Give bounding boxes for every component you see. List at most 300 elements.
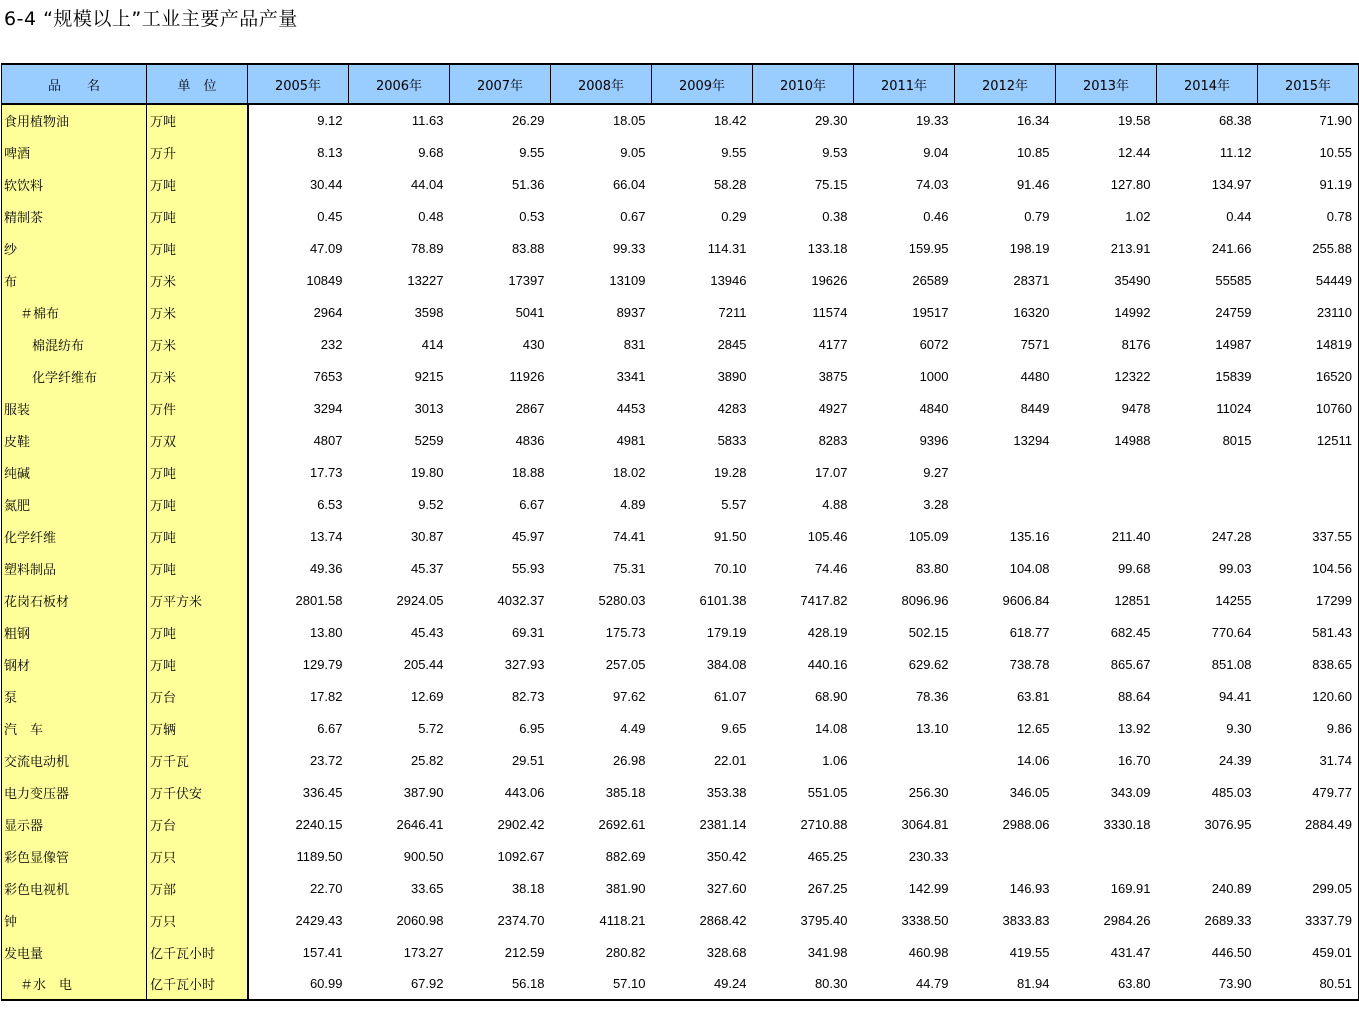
- value-cell: 10.85: [1016, 144, 1050, 160]
- header-year: 2008年: [551, 64, 652, 104]
- value-cell: 0.79: [1024, 208, 1050, 224]
- value-cell: 384.08: [706, 656, 747, 672]
- table-row: [2, 872, 1359, 904]
- value-cell: 0.38: [822, 208, 848, 224]
- product-name-cell: 彩色电视机: [2, 872, 147, 904]
- value-cell: 67.92: [349, 968, 450, 1000]
- value-cell: 17.07: [814, 464, 848, 480]
- value-cell: 2845: [717, 336, 747, 352]
- value-cell: 74.03: [915, 176, 949, 192]
- value-cell: 240.89: [1211, 880, 1252, 896]
- value-cell: 350.42: [706, 848, 747, 864]
- table-row: [2, 200, 1359, 232]
- value-cell: 78.36: [915, 688, 949, 704]
- product-name-cell: 粗钢: [2, 616, 147, 648]
- product-name-cell: 皮鞋: [2, 424, 147, 456]
- value-cell: 18.02: [612, 464, 646, 480]
- value-cell: 247.28: [1211, 528, 1252, 544]
- value-cell: 682.45: [1110, 624, 1151, 640]
- value-cell: 256.30: [908, 784, 949, 800]
- value-cell: 8096.96: [901, 592, 949, 608]
- value-cell: 45.97: [511, 528, 545, 544]
- value-cell: 3076.95: [1204, 816, 1252, 832]
- value-cell: 0.67: [620, 208, 646, 224]
- value-cell: 446.50: [1211, 944, 1252, 960]
- product-name-cell: 软饮料: [2, 168, 147, 200]
- header-year: 2009年: [652, 64, 753, 104]
- value-cell: 74.46: [814, 560, 848, 576]
- value-cell: 169.91: [1110, 880, 1151, 896]
- value-cell: 328.68: [706, 944, 747, 960]
- value-cell: 327.93: [504, 656, 545, 672]
- header-year: 2010年: [753, 64, 854, 104]
- value-cell: 8015: [1222, 432, 1252, 448]
- value-cell: 55.93: [511, 560, 545, 576]
- value-cell: 13.92: [1117, 720, 1151, 736]
- value-cell: 104.56: [1258, 552, 1359, 584]
- value-cell: 33.65: [410, 880, 444, 896]
- value-cell: 91.50: [713, 528, 747, 544]
- value-cell: 3795.40: [800, 912, 848, 928]
- value-cell: 770.64: [1211, 624, 1252, 640]
- table-row: [2, 168, 1359, 200]
- product-name-cell: 化学纤维布: [2, 360, 147, 392]
- value-cell: 157.41: [302, 944, 343, 960]
- value-cell: 6.67: [317, 720, 343, 736]
- value-cell: 30.44: [309, 176, 343, 192]
- product-name-cell: 泵: [2, 680, 147, 712]
- product-name-cell: 交流电动机: [2, 744, 147, 776]
- value-cell: 12322: [1114, 368, 1151, 384]
- value-cell: 4.49: [620, 720, 646, 736]
- value-cell: 2689.33: [1204, 912, 1252, 928]
- table-row: [2, 680, 1359, 712]
- product-name-cell: 纯碱: [2, 456, 147, 488]
- value-cell: 387.90: [403, 784, 444, 800]
- value-cell: 23110: [1258, 296, 1359, 328]
- value-cell: 175.73: [605, 624, 646, 640]
- value-cell: 73.90: [1157, 968, 1258, 1000]
- product-name-cell: 彩色显像管: [2, 840, 147, 872]
- value-cell: 60.99: [248, 968, 349, 1000]
- value-cell: 4807: [313, 432, 343, 448]
- value-cell: 4480: [1020, 368, 1050, 384]
- value-cell: 12.69: [410, 688, 444, 704]
- value-cell: 17299: [1258, 584, 1359, 616]
- table-row: [2, 232, 1359, 264]
- product-name-cell: 布: [2, 264, 147, 296]
- value-cell: 353.38: [706, 784, 747, 800]
- value-cell: 299.05: [1258, 872, 1359, 904]
- value-cell: 49.24: [652, 968, 753, 1000]
- value-cell: 2964: [313, 304, 343, 320]
- value-cell: 15839: [1215, 368, 1252, 384]
- value-cell: 14819: [1258, 328, 1359, 360]
- value-cell: 9.55: [519, 144, 545, 160]
- product-name-cell: 精制茶: [2, 200, 147, 232]
- value-cell: 2884.49: [1258, 808, 1359, 840]
- value-cell: 479.77: [1258, 776, 1359, 808]
- value-cell: 7653: [313, 368, 343, 384]
- header-year: 2013年: [1056, 64, 1157, 104]
- value-cell: 29.30: [814, 113, 848, 128]
- unit-cell: 万吨: [147, 616, 248, 648]
- unit-cell: 万部: [147, 872, 248, 904]
- value-cell: 97.62: [612, 688, 646, 704]
- unit-cell: 万吨: [147, 232, 248, 264]
- product-name-cell: 电力变压器: [2, 776, 147, 808]
- value-cell: 54449: [1258, 264, 1359, 296]
- value-cell: 11.12: [1219, 144, 1252, 160]
- product-name-cell: 纱: [2, 232, 147, 264]
- value-cell: 502.15: [908, 624, 949, 640]
- value-cell: 2868.42: [699, 912, 747, 928]
- value-cell: 4981: [616, 432, 646, 448]
- table-row: [2, 360, 1359, 392]
- value-cell: 3294: [313, 400, 343, 416]
- value-cell: 12511: [1258, 424, 1359, 456]
- table-row: [2, 104, 1359, 136]
- value-cell: 45.37: [410, 560, 444, 576]
- value-cell: 3337.79: [1258, 904, 1359, 936]
- value-cell: 14.08: [814, 720, 848, 736]
- value-cell: 2988.06: [1002, 816, 1050, 832]
- value-cell: [1157, 488, 1258, 520]
- value-cell: 865.67: [1110, 656, 1151, 672]
- unit-cell: 万米: [147, 328, 248, 360]
- value-cell: 83.88: [511, 240, 545, 256]
- table-row: [2, 648, 1359, 680]
- value-cell: 2710.88: [800, 816, 848, 832]
- value-cell: 4.88: [822, 496, 848, 512]
- value-cell: 9.04: [923, 144, 949, 160]
- value-cell: 35490: [1114, 272, 1151, 288]
- value-cell: 70.10: [713, 560, 747, 576]
- value-cell: 104.08: [1009, 560, 1050, 576]
- value-cell: [955, 840, 1056, 872]
- header-name: 品 名: [2, 64, 147, 104]
- product-name-cell: 花岗石板材: [2, 584, 147, 616]
- value-cell: 55585: [1215, 272, 1252, 288]
- value-cell: 3064.81: [901, 816, 949, 832]
- product-name-cell: 氮肥: [2, 488, 147, 520]
- value-cell: [1258, 456, 1359, 488]
- value-cell: 26.29: [511, 113, 545, 128]
- value-cell: 18.05: [612, 113, 646, 128]
- value-cell: [1157, 456, 1258, 488]
- value-cell: 3598: [414, 304, 444, 320]
- value-cell: 618.77: [1009, 624, 1050, 640]
- value-cell: 9.05: [620, 144, 646, 160]
- product-name-cell: ＃水 电: [2, 968, 147, 1000]
- value-cell: 3013: [414, 400, 444, 416]
- value-cell: 68.90: [814, 688, 848, 704]
- value-cell: 2060.98: [396, 912, 444, 928]
- value-cell: 91.19: [1258, 168, 1359, 200]
- value-cell: 6.67: [519, 496, 545, 512]
- value-cell: 5.57: [721, 496, 747, 512]
- value-cell: 45.43: [410, 624, 444, 640]
- value-cell: 2374.70: [497, 912, 545, 928]
- value-cell: 99.68: [1117, 560, 1151, 576]
- header-year: 2014年: [1157, 64, 1258, 104]
- header-year: 2015年: [1258, 64, 1359, 104]
- product-name-cell: 棉混纺布: [2, 328, 147, 360]
- value-cell: 257.05: [605, 656, 646, 672]
- value-cell: 120.60: [1258, 680, 1359, 712]
- table-row: [2, 840, 1359, 872]
- product-name-cell: 啤酒: [2, 136, 147, 168]
- unit-cell: 万吨: [147, 168, 248, 200]
- value-cell: 4032.37: [497, 592, 545, 608]
- value-cell: 28371: [1013, 272, 1050, 288]
- value-cell: 882.69: [605, 848, 646, 864]
- value-cell: 23.72: [309, 752, 343, 768]
- value-cell: 94.41: [1218, 688, 1252, 704]
- unit-cell: 万双: [147, 424, 248, 456]
- value-cell: 428.19: [807, 624, 848, 640]
- header-year: 2006年: [349, 64, 450, 104]
- value-cell: 4118.21: [599, 912, 646, 928]
- value-cell: [1056, 488, 1157, 520]
- value-cell: 2646.41: [396, 816, 444, 832]
- value-cell: 25.82: [410, 752, 444, 768]
- value-cell: 6072: [919, 336, 949, 352]
- value-cell: 430: [522, 336, 545, 352]
- value-cell: 63.81: [1016, 688, 1050, 704]
- unit-cell: 万吨: [147, 456, 248, 488]
- product-name-cell: 食用植物油: [2, 104, 147, 136]
- value-cell: 75.31: [612, 560, 646, 576]
- value-cell: 0.29: [721, 208, 747, 224]
- value-cell: 179.19: [706, 624, 747, 640]
- value-cell: 4927: [818, 400, 848, 416]
- value-cell: 851.08: [1211, 656, 1252, 672]
- value-cell: 99.03: [1218, 560, 1252, 576]
- value-cell: 551.05: [807, 784, 848, 800]
- value-cell: 232: [320, 336, 343, 352]
- unit-cell: 万米: [147, 360, 248, 392]
- value-cell: 1.06: [822, 752, 848, 768]
- value-cell: 831: [623, 336, 646, 352]
- value-cell: 9.65: [721, 720, 747, 736]
- table-row: [2, 904, 1359, 936]
- value-cell: 9215: [414, 368, 444, 384]
- value-cell: 3875: [818, 368, 848, 384]
- value-cell: 19.80: [410, 464, 444, 480]
- value-cell: 12.65: [1016, 720, 1050, 736]
- value-cell: 0.46: [923, 208, 949, 224]
- table-row: [2, 584, 1359, 616]
- value-cell: 738.78: [1009, 656, 1050, 672]
- value-cell: 22.70: [309, 880, 343, 896]
- unit-cell: 亿千瓦小时: [147, 968, 248, 1000]
- unit-cell: 万吨: [147, 104, 248, 136]
- value-cell: 44.79: [854, 968, 955, 1000]
- value-cell: 11.63: [411, 113, 444, 128]
- unit-cell: 万吨: [147, 648, 248, 680]
- value-cell: 11024: [1216, 400, 1252, 416]
- value-cell: 241.66: [1211, 240, 1252, 256]
- value-cell: 9.52: [418, 496, 444, 512]
- header-year: 2012年: [955, 64, 1056, 104]
- value-cell: 68.38: [1218, 113, 1252, 128]
- value-cell: 431.47: [1110, 944, 1151, 960]
- value-cell: 14.06: [1016, 752, 1050, 768]
- value-cell: 13.80: [309, 624, 343, 640]
- value-cell: 16.70: [1117, 752, 1151, 768]
- value-cell: 14987: [1215, 336, 1252, 352]
- value-cell: 465.25: [807, 848, 848, 864]
- unit-cell: 万辆: [147, 712, 248, 744]
- value-cell: 381.90: [605, 880, 646, 896]
- table-row: [2, 552, 1359, 584]
- value-cell: 1.02: [1125, 208, 1151, 224]
- value-cell: 44.04: [410, 176, 444, 192]
- value-cell: 127.80: [1110, 176, 1151, 192]
- value-cell: 56.18: [450, 968, 551, 1000]
- value-cell: 19626: [811, 272, 848, 288]
- unit-cell: 万米: [147, 296, 248, 328]
- value-cell: 99.33: [612, 240, 646, 256]
- unit-cell: 万千瓦: [147, 744, 248, 776]
- unit-cell: 万吨: [147, 200, 248, 232]
- value-cell: 280.82: [605, 944, 646, 960]
- table-row: [2, 488, 1359, 520]
- value-cell: 38.18: [511, 880, 545, 896]
- value-cell: 13.74: [309, 528, 343, 544]
- value-cell: 8283: [818, 432, 848, 448]
- table-row: [2, 392, 1359, 424]
- value-cell: 8937: [616, 304, 646, 320]
- value-cell: 17397: [508, 272, 545, 288]
- value-cell: 13227: [407, 272, 444, 288]
- product-name-cell: ＃棉布: [2, 296, 147, 328]
- value-cell: 4836: [515, 432, 545, 448]
- value-cell: [1056, 456, 1157, 488]
- value-cell: 9396: [919, 432, 949, 448]
- value-cell: 105.46: [807, 528, 848, 544]
- value-cell: 2902.42: [497, 816, 545, 832]
- value-cell: 26589: [912, 272, 949, 288]
- product-name-cell: 化学纤维: [2, 520, 147, 552]
- value-cell: 26.98: [612, 752, 646, 768]
- value-cell: 0.44: [1226, 208, 1252, 224]
- value-cell: 2924.05: [396, 592, 444, 608]
- table-row: [2, 616, 1359, 648]
- header-year: 2011年: [854, 64, 955, 104]
- value-cell: [1157, 840, 1258, 872]
- value-cell: 75.15: [814, 176, 848, 192]
- value-cell: 341.98: [807, 944, 848, 960]
- value-cell: 80.51: [1258, 968, 1359, 1000]
- value-cell: 4840: [919, 400, 949, 416]
- value-cell: 1092.67: [497, 848, 545, 864]
- value-cell: 16320: [1013, 304, 1050, 320]
- value-cell: 173.27: [403, 944, 444, 960]
- value-cell: 327.60: [706, 880, 747, 896]
- value-cell: 9.12: [317, 113, 343, 128]
- value-cell: 3.28: [923, 496, 949, 512]
- table-row: [2, 744, 1359, 776]
- unit-cell: 万台: [147, 680, 248, 712]
- product-name-cell: 钟: [2, 904, 147, 936]
- value-cell: 47.09: [309, 240, 343, 256]
- value-cell: 230.33: [908, 848, 949, 864]
- value-cell: 9.27: [923, 464, 949, 480]
- unit-cell: 亿千瓦小时: [147, 936, 248, 968]
- value-cell: 71.90: [1258, 104, 1359, 136]
- value-cell: [1258, 840, 1359, 872]
- value-cell: 8176: [1121, 336, 1151, 352]
- value-cell: 1189.50: [296, 848, 343, 864]
- value-cell: 19.33: [915, 113, 949, 128]
- value-cell: 5259: [414, 432, 444, 448]
- product-name-cell: 汽 车: [2, 712, 147, 744]
- value-cell: 105.09: [908, 528, 949, 544]
- value-cell: 135.16: [1009, 528, 1050, 544]
- value-cell: 13.10: [915, 720, 949, 736]
- value-cell: 4453: [616, 400, 646, 416]
- value-cell: 8.13: [317, 144, 343, 160]
- table-row: [2, 808, 1359, 840]
- value-cell: [1056, 840, 1157, 872]
- value-cell: 74.41: [612, 528, 646, 544]
- value-cell: 4.89: [620, 496, 646, 512]
- unit-cell: 万平方米: [147, 584, 248, 616]
- value-cell: 4177: [818, 336, 848, 352]
- value-cell: 3833.83: [1002, 912, 1050, 928]
- value-cell: 83.80: [915, 560, 949, 576]
- product-name-cell: 显示器: [2, 808, 147, 840]
- value-cell: 2240.15: [295, 816, 343, 832]
- value-cell: 419.55: [1009, 944, 1050, 960]
- value-cell: 61.07: [713, 688, 747, 704]
- value-cell: [955, 488, 1056, 520]
- value-cell: 14255: [1215, 592, 1252, 608]
- value-cell: 4283: [717, 400, 747, 416]
- header-row: [2, 64, 1359, 104]
- value-cell: 134.97: [1211, 176, 1252, 192]
- value-cell: 22.01: [713, 752, 747, 768]
- value-cell: 49.36: [309, 560, 343, 576]
- table-row: [2, 264, 1359, 296]
- unit-cell: 万千伏安: [147, 776, 248, 808]
- value-cell: 414: [421, 336, 444, 352]
- value-cell: 205.44: [403, 656, 444, 672]
- page-title: 6-4 “规模以上”工业主要产品产量: [4, 8, 298, 30]
- unit-cell: 万吨: [147, 552, 248, 584]
- value-cell: 57.10: [551, 968, 652, 1000]
- value-cell: 80.30: [753, 968, 854, 1000]
- table-row: [2, 520, 1359, 552]
- value-cell: 0.48: [418, 208, 444, 224]
- value-cell: 10.55: [1258, 136, 1359, 168]
- header-year: 2007年: [450, 64, 551, 104]
- value-cell: 2984.26: [1103, 912, 1151, 928]
- unit-cell: 万吨: [147, 488, 248, 520]
- value-cell: 19.28: [713, 464, 747, 480]
- value-cell: 11574: [812, 304, 848, 320]
- value-cell: [1258, 488, 1359, 520]
- value-cell: 581.43: [1258, 616, 1359, 648]
- product-name-cell: 塑料制品: [2, 552, 147, 584]
- value-cell: 2867: [515, 400, 545, 416]
- value-cell: 14992: [1114, 304, 1151, 320]
- value-cell: 2381.14: [699, 816, 747, 832]
- value-cell: [955, 456, 1056, 488]
- value-cell: 30.87: [410, 528, 444, 544]
